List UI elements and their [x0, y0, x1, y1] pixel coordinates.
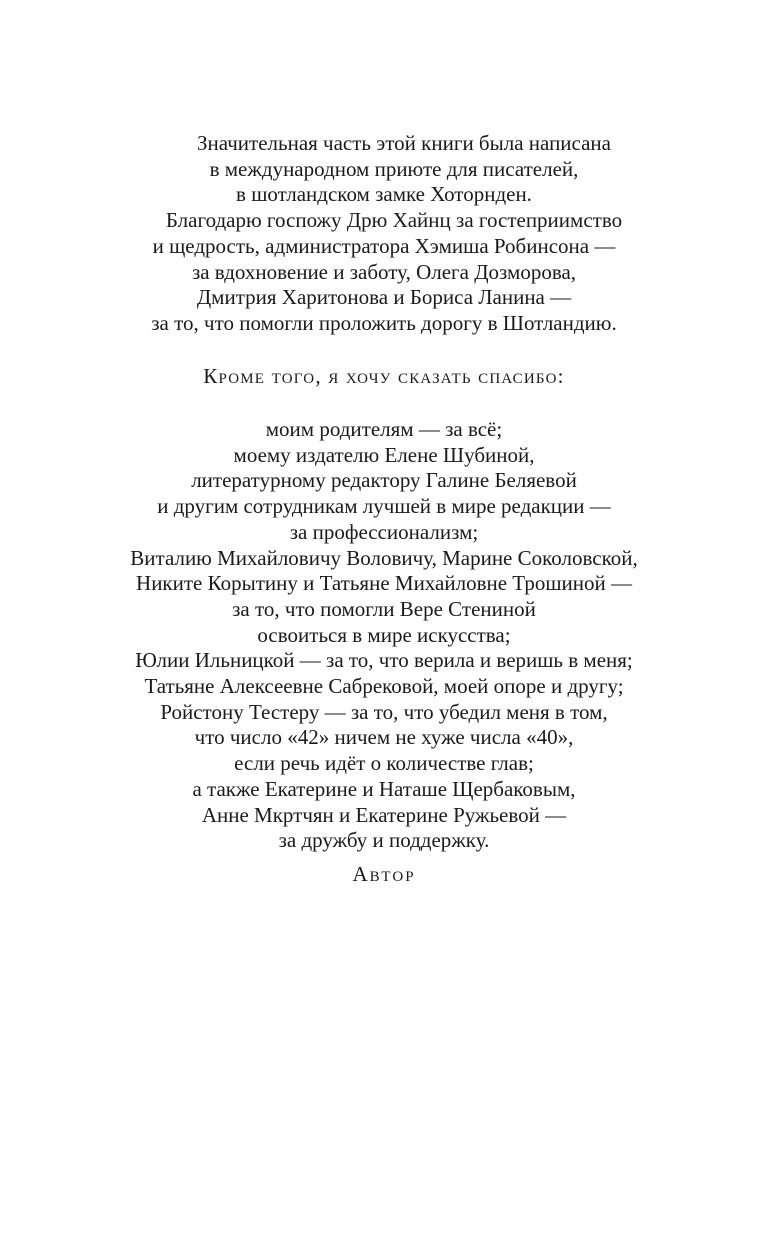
thanks-list — [0, 417, 768, 854]
thanks-line: моему издателю Елене Шубиной, — [233, 442, 535, 467]
thanks-line: а также Екатерине и Наташе Щербаковым, — [192, 776, 576, 801]
thanks-line: литературному редактору Галине Беляевой — [191, 468, 577, 493]
intro-line: в международном приюте для писателей, — [209, 156, 579, 181]
thanks-line: что число «42» ничем не хуже числа «40», — [194, 725, 574, 750]
thanks-line: освоиться в мире искусства; — [257, 622, 511, 647]
intro-line: за вдохновение и заботу, Олега Дозморова, — [191, 259, 577, 284]
intro-line: и щедрость, администратора Хэмиша Робинсона — — [152, 233, 616, 258]
thanks-heading: Кроме того, я хочу сказать спасибо: — [203, 364, 565, 388]
intro-line: Благодарю госпожу Дрю Хайнц за гостеприимство — [165, 208, 623, 233]
thanks-line: Ройстону Тестеру — за то, что убедил меня в том, — [160, 699, 608, 724]
thanks-line: и другим сотрудникам лучшей в мире редакции — — [157, 494, 611, 519]
thanks-line: Татьяне Алексеевне Сабрековой, моей опоре и другу; — [144, 674, 624, 699]
thanks-line: моим родителям — за всё; — [265, 417, 503, 441]
thanks-line: Анне Мкртчян и Екатерине Ружьевой — — [201, 802, 567, 827]
intro-line: Дмитрия Харитонова и Бориса Ланина — — [196, 285, 572, 310]
intro-line: в шотландском замке Хоторнден. — [236, 182, 532, 207]
thanks-line: если речь идёт о количестве глав; — [234, 751, 534, 776]
thanks-line: за профессионализм; — [289, 519, 479, 544]
intro-line: Значительная часть этой книги была написана — [196, 131, 611, 155]
intro-paragraph — [0, 131, 768, 337]
author-signature: Автор — [352, 862, 416, 886]
thanks-line: Юлии Ильницкой — за то, что верила и веришь в меня; — [135, 648, 633, 673]
thanks-line: Никите Корытину и Татьяне Михайловне Трошиной — — [136, 571, 632, 596]
thanks-line: за дружбу и поддержку. — [278, 828, 490, 853]
thanks-line: Виталию Михайловичу Воловичу, Марине Соколовской, — [130, 545, 638, 570]
intro-line: за то, что помогли проложить дорогу в Шотландию. — [151, 310, 617, 335]
thanks-line: за то, что помогли Вере Стениной — [232, 596, 536, 621]
